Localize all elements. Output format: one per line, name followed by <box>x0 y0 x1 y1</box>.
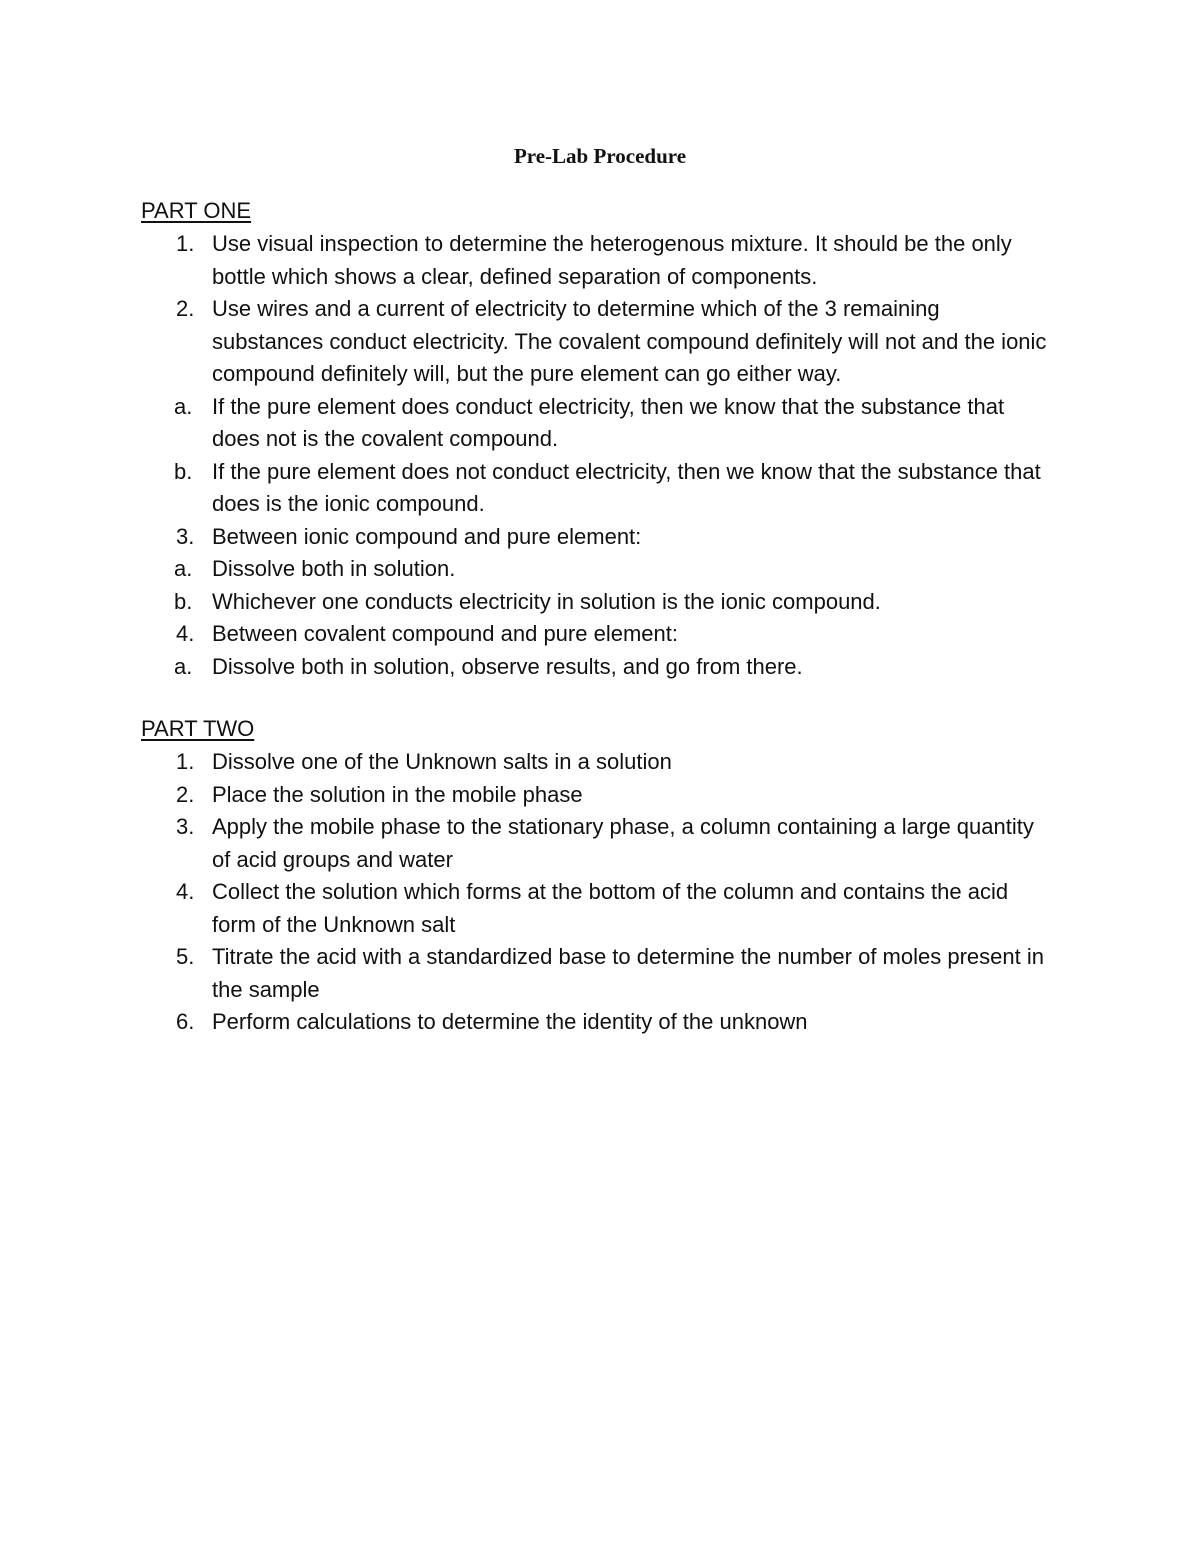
list-item-number: 5. <box>176 944 195 969</box>
list-item <box>141 228 1051 293</box>
sub-list-item-letter: a. <box>174 653 193 679</box>
list-item <box>141 876 1051 941</box>
sub-list-item <box>70 553 1051 586</box>
list-item-number: 4. <box>176 621 195 646</box>
list-item-number: 3. <box>176 523 195 549</box>
list-item <box>141 521 1051 554</box>
list-item-text: Perform calculations to determine the identity of the unknown <box>212 1009 808 1034</box>
list-item-number: 3. <box>176 814 195 839</box>
list-item-number: 2. <box>176 781 195 807</box>
page-title: Pre-Lab Procedure <box>513 144 687 168</box>
list-item-number: 1. <box>176 231 195 256</box>
list-item-text: Collect the solution which forms at the bottom of the column and contains the acid form of the Unknown salt <box>212 879 1009 937</box>
sub-list-item-letter: a. <box>174 556 193 581</box>
sub-list-item <box>70 391 1051 456</box>
part-two-section <box>141 713 1051 1039</box>
sub-list-item <box>70 651 1051 684</box>
list-item-text: Titrate the acid with a standardized base to determine the number of moles present in the sample <box>212 944 1044 1002</box>
list-item-text: Place the solution in the mobile phase <box>212 781 583 807</box>
list-item <box>141 293 1051 391</box>
list-item-text: Between ionic compound and pure element: <box>212 523 642 549</box>
sub-list-item-text: Dissolve both in solution, observe results, and go from there. <box>212 653 803 679</box>
part-one-section <box>141 195 1051 683</box>
sub-list-item-text: Whichever one conducts electricity in solution is the ionic compound. <box>212 588 881 614</box>
part-one-heading: PART ONE <box>141 198 252 223</box>
sub-list-item-letter: a. <box>174 393 193 419</box>
list-item-number: 2. <box>176 296 195 321</box>
sub-list-item-text: If the pure element does conduct electricity, then we know that the substance that does not is the covalent compound. <box>212 393 1005 451</box>
list-item-text: Dissolve one of the Unknown salts in a solution <box>212 749 672 774</box>
list-item-text: Use wires and a current of electricity to determine which of the 3 remaining substances conduct electricity. The covalent compound definitely will not and the ionic compound definitely will, but the pure element can go either way. <box>212 296 1047 386</box>
sub-list-item-text: Dissolve both in solution. <box>212 556 456 581</box>
sub-list-item <box>70 586 1051 619</box>
list-item-number: 1. <box>176 749 195 774</box>
sub-list-item-letter: b. <box>174 458 193 484</box>
sub-list-item-text: If the pure element does not conduct electricity, then we know that the substance that does is the ionic compound. <box>212 458 1041 516</box>
list-item <box>141 811 1051 876</box>
list-item <box>141 941 1051 1006</box>
list-item-number: 4. <box>176 879 195 904</box>
list-item <box>141 779 1051 812</box>
sub-list-item-letter: b. <box>174 588 193 614</box>
sub-list-item <box>70 456 1051 521</box>
list-item <box>141 746 1051 779</box>
part-two-heading: PART TWO <box>141 716 255 741</box>
list-item <box>141 1006 1051 1039</box>
list-item-text: Use visual inspection to determine the heterogenous mixture. It should be the only bottle which shows a clear, defined separation of components. <box>212 231 1012 289</box>
list-item <box>141 618 1051 651</box>
list-item-number: 6. <box>176 1009 195 1034</box>
list-item-text: Between covalent compound and pure element: <box>212 621 678 646</box>
list-item-text: Apply the mobile phase to the stationary phase, a column containing a large quantity of acid groups and water <box>212 814 1034 872</box>
